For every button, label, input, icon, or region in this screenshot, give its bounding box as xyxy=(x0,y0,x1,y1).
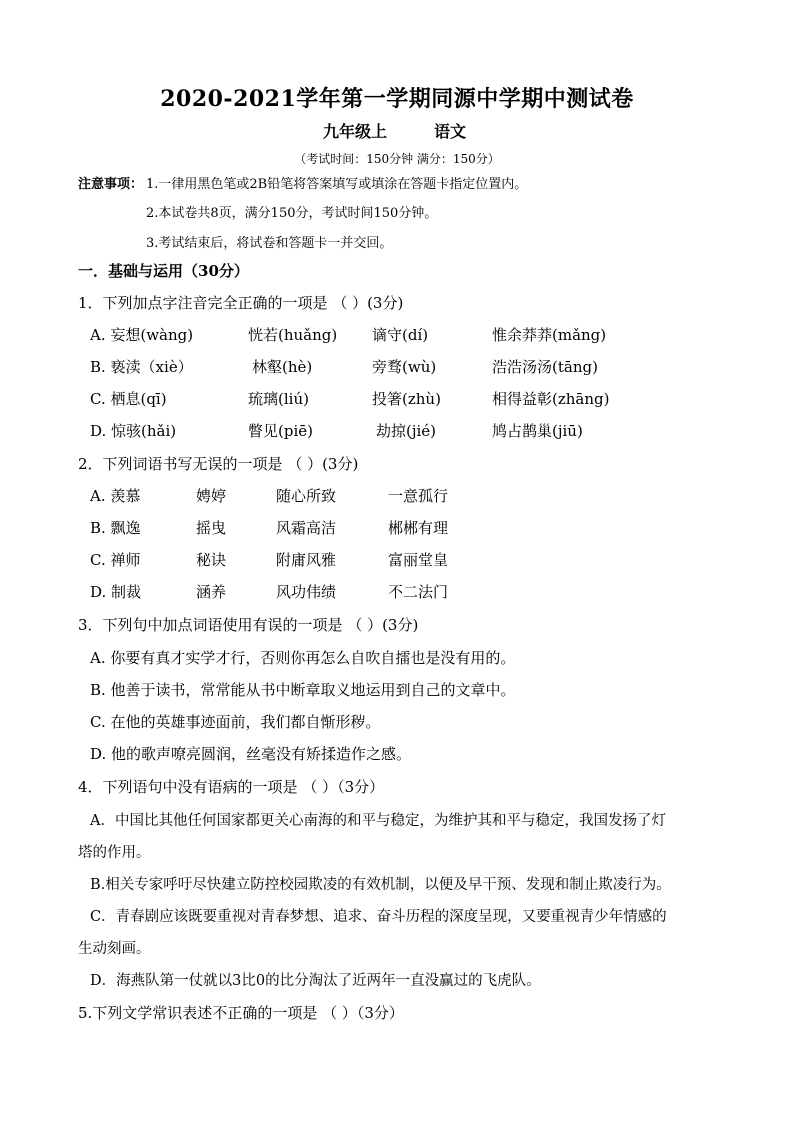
q4-option: C．青春剧应该既要重视对青春梦想、追求、奋斗历程的深度呈现，又要重视青少年情感的 xyxy=(90,909,667,925)
q2-option: 随心所致 xyxy=(276,487,337,505)
question-3-stem: 3．下列句中加点词语使用有误的一项是 （ ）(3分) xyxy=(78,616,419,634)
q1-option: 浩浩汤汤(tāng) xyxy=(492,358,598,376)
q2-option: 风功伟绩 xyxy=(276,583,337,601)
q1-option: 相得益彰(zhāng) xyxy=(492,390,610,408)
q2-option: 不二法门 xyxy=(388,583,449,601)
subject-label: 语文 xyxy=(434,122,467,141)
q2-option: 郴郴有理 xyxy=(388,519,449,537)
q2-option: C. 禅师 xyxy=(90,551,141,569)
grade-label: 九年级上 xyxy=(323,122,388,141)
notice-item: 1.一律用黑色笔或2B铅笔将答案填写或填涂在答题卡指定位置内。 xyxy=(146,177,528,192)
q3-option: B. 他善于读书，常常能从书中断章取义地运用到自己的文章中。 xyxy=(90,681,516,699)
q1-option: C. 栖息(qī) xyxy=(90,390,167,408)
q2-option: B. 飘逸 xyxy=(90,519,141,537)
q4-option: B.相关专家呼吁尽快建立防控校园欺凌的有效机制，以便及早干预、发现和制止欺凌行为。 xyxy=(90,877,671,893)
question-4-stem: 4．下列语句中没有语病的一项是 （ ）（3分） xyxy=(78,778,385,796)
notice-item: 3.考试结束后，将试卷和答题卡一并交回。 xyxy=(146,236,393,251)
q1-option: 鸠占鹊巢(jiū) xyxy=(492,422,583,440)
q1-option: 琉璃(liú) xyxy=(248,390,309,408)
q1-option: B. 亵渎（xiè） xyxy=(90,358,193,376)
question-5-stem: 5.下列文学常识表述不正确的一项是 （ ）（3分） xyxy=(78,1004,404,1022)
q4-option-continued: 塔的作用。 xyxy=(78,845,151,861)
q1-option: 惟余莽莽(mǎng) xyxy=(492,326,607,344)
q1-option: 投箸(zhù) xyxy=(372,390,441,408)
q2-option: 娉婷 xyxy=(196,487,227,505)
q1-option: 劫掠(jié) xyxy=(376,422,437,440)
q3-option: C. 在他的英雄事迹面前，我们都自惭形秽。 xyxy=(90,713,381,731)
q1-option: 瞥见(piē) xyxy=(248,422,313,440)
q2-option: 一意孤行 xyxy=(388,487,449,505)
q2-option: 风霜高洁 xyxy=(276,519,337,537)
notice-label: 注意事项： xyxy=(78,177,144,192)
q1-option: 恍若(huǎng) xyxy=(248,326,338,344)
q2-option: 秘诀 xyxy=(196,551,227,569)
q1-option: 林壑(hè) xyxy=(252,358,313,376)
q1-option: A. 妄想(wàng) xyxy=(90,326,194,344)
q4-option-continued: 生动刻画。 xyxy=(78,941,151,957)
notice-item: 2.本试卷共8页，满分150分，考试时间150分钟。 xyxy=(146,206,438,221)
q3-option: D. 他的歌声嘹亮圆润，丝毫没有矫揉造作之感。 xyxy=(90,745,412,763)
question-2-stem: 2．下列词语书写无误的一项是 （ ）(3分) xyxy=(78,455,359,473)
section-title: 一．基础与运用（30分） xyxy=(78,262,249,280)
exam-info: （考试时间：150分钟 满分：150分） xyxy=(294,152,500,166)
q1-option: 旁骛(wù) xyxy=(372,358,437,376)
q2-option: D. 制裁 xyxy=(90,583,142,601)
q1-option: 谪守(dí) xyxy=(372,326,429,344)
question-1-stem: 1．下列加点字注音完全正确的一项是 （ ）(3分) xyxy=(78,294,404,312)
exam-title: 2020-2021学年第一学期同源中学期中测试卷 xyxy=(160,86,634,112)
q2-option: 涵养 xyxy=(196,583,227,601)
q4-option: D．海燕队第一仗就以3比0的比分淘汰了近两年一直没赢过的飞虎队。 xyxy=(90,973,541,989)
q2-option: 附庸风雅 xyxy=(276,551,337,569)
q2-option: A. 羡慕 xyxy=(90,487,141,505)
q1-option: D. 惊骇(hǎi) xyxy=(90,422,177,440)
q3-option: A. 你要有真才实学才行，否则你再怎么自吹自擂也是没有用的。 xyxy=(90,649,516,667)
q4-option: A．中国比其他任何国家都更关心南海的和平与稳定，为维护其和平与稳定，我国发扬了灯 xyxy=(90,813,666,829)
q2-option: 摇曳 xyxy=(196,519,227,537)
q2-option: 富丽堂皇 xyxy=(388,551,449,569)
